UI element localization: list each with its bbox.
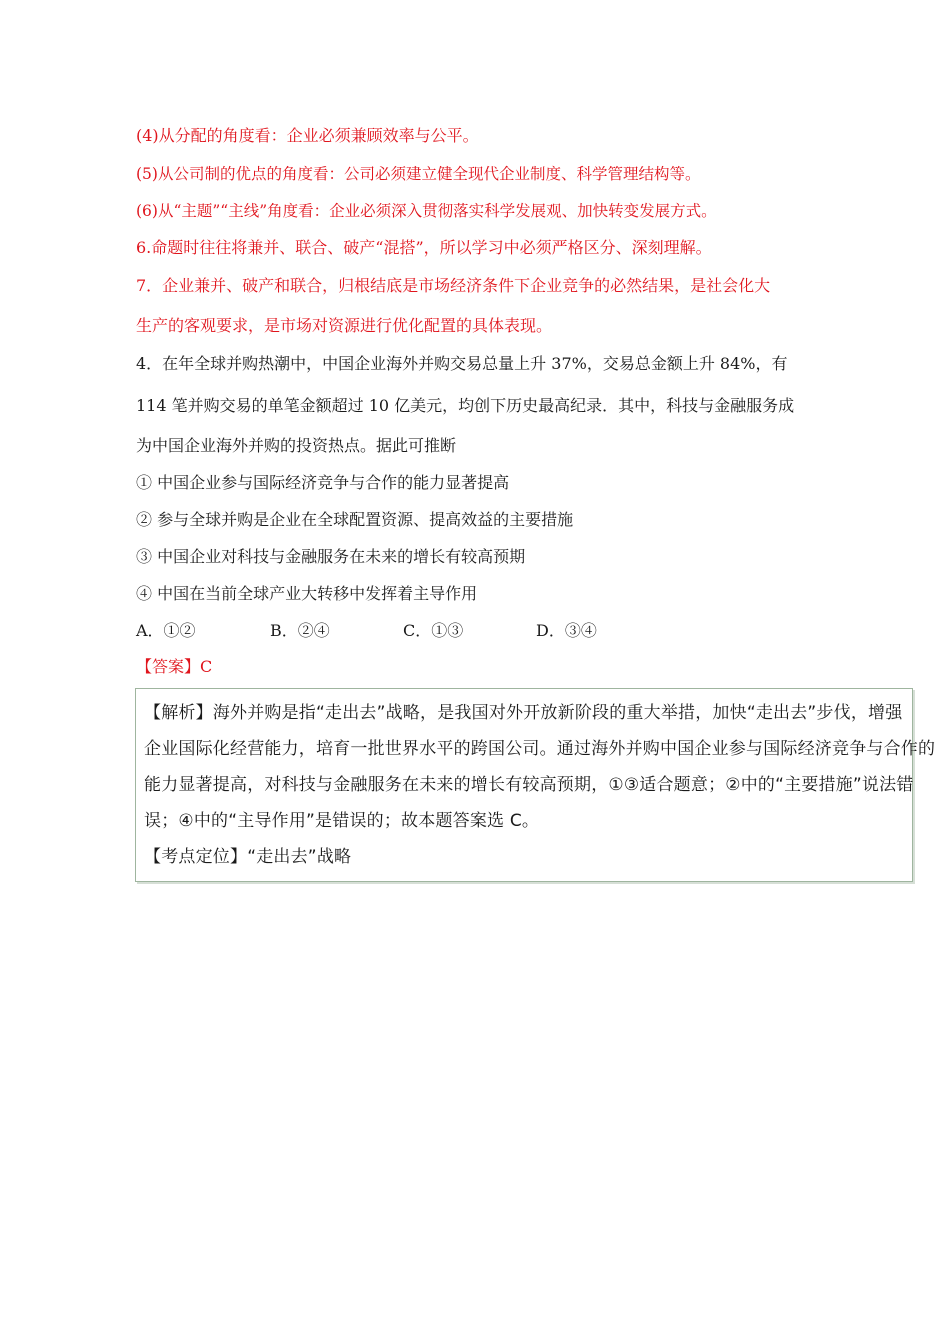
note-7-line1: 7．企业兼并、破产和联合，归根结底是市场经济条件下企业竞争的必然结果，是社会化大 [136,276,771,295]
statement-1: ① 中国企业参与国际经济竞争与合作的能力显著提高 [136,473,510,492]
analysis-text [144,695,936,875]
note-4: (4)从分配的角度看：企业必须兼顾效率与公平。 [136,126,479,145]
analysis-line-1: 【解析】海外并购是指“走出去”战略，是我国对外开放新阶段的重大举措，加快“走出去”步伐，增强 [144,703,903,723]
question-stem-line2: 114 笔并购交易的单笔金额超过 10 亿美元，均创下历史最高纪录．其中，科技与金融服务成 [136,396,795,415]
statement-3: ③ 中国企业对科技与金融服务在未来的增长有较高预期 [136,547,526,566]
analysis-box [135,688,936,882]
note-6b: 6.命题时往往将兼并、联合、破产“混搭”，所以学习中必须严格区分、深刻理解。 [136,238,712,257]
option-a: A．①② [136,621,196,640]
option-d: D．③④ [536,621,597,640]
analysis-line-5: 【考点定位】“走出去”战略 [144,847,352,867]
option-b: B．②④ [270,621,330,640]
note-7-line2: 生产的客观要求，是市场对资源进行优化配置的具体表现。 [136,316,553,335]
answer-options [136,621,696,641]
analysis-line-2: 企业国际化经营能力，培育一批世界水平的跨国公司。通过海外并购中国企业参与国际经济竞争与合作的 [144,739,936,759]
statement-2: ② 参与全球并购是企业在全球配置资源、提高效益的主要措施 [136,510,574,529]
analysis-line-4: 误；④中的“主导作用”是错误的；故本题答案选 C。 [144,811,540,831]
option-c: C．①③ [403,621,464,640]
statement-4: ④ 中国在当前全球产业大转移中发挥着主导作用 [136,584,478,603]
question-stem-line1: 4．在年全球并购热潮中，中国企业海外并购交易总量上升 37%，交易总金额上升 84%，有 [136,354,788,373]
analysis-line-3: 能力显著提高，对科技与金融服务在未来的增长有较高预期，①③适合题意；②中的“主要措施”说法错 [144,775,914,795]
note-5: (5)从公司制的优点的角度看：公司必须建立健全现代企业制度、科学管理结构等。 [136,165,701,183]
question-stem-line3: 为中国企业海外并购的投资热点。据此可推断 [136,436,457,455]
answer-label: 【答案】C [136,657,213,676]
note-6: (6)从“主题”“主线”角度看：企业必须深入贯彻落实科学发展观、加快转变发展方式。 [136,202,717,220]
